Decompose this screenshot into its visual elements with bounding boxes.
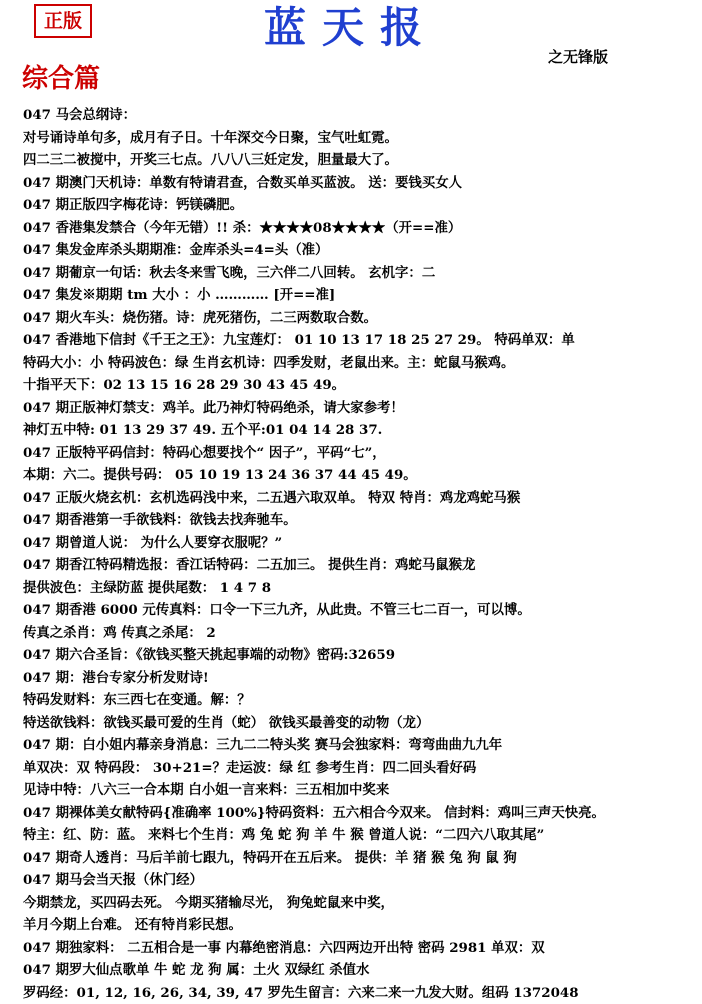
text-line: 对号诵诗单句多，成月有子日。十年深交今日聚，宝气吐虹霓。 bbox=[23, 127, 695, 150]
text-line: 047 期火车头：烧伤猪。诗：虎死猪伤，二三两数取合数。 bbox=[23, 307, 695, 330]
edition-subtitle: 之无锋版 bbox=[548, 46, 608, 67]
text-line: 特码大小：小 特码波色：绿 生肖玄机诗：四季发财，老鼠出来。主：蛇鼠马猴鸡。 bbox=[23, 352, 695, 375]
text-line: 本期：六二。提供号码： 05 10 19 13 24 36 37 44 45 49。 bbox=[23, 464, 695, 487]
text-line: 047 期罗大仙点歌单 牛 蛇 龙 狗 属：土火 双绿红 杀值水 bbox=[23, 959, 695, 982]
text-line: 羊月今期上台难。 还有特肖彩民想。 bbox=[23, 914, 695, 937]
text-line: 047 期裸体美女献特码{准确率 100%}特码资料：五六相合今双来。 信封料：鸡叫三声天快亮。 bbox=[23, 802, 695, 825]
text-line: 四二三二被搅中，开奖三七点。八八八三妊定发，胆量最大了。 bbox=[23, 149, 695, 172]
text-line: 047 正版火烧玄机：玄机选码浅中来，二五遇六取双单。 特双 特肖：鸡龙鸡蛇马猴 bbox=[23, 487, 695, 510]
text-line: 047 期正版四字梅花诗：钙镁磷肥。 bbox=[23, 194, 695, 217]
text-line: 047 马会总纲诗： bbox=[23, 104, 695, 127]
text-line: 047 期独家料： 二五相合是一事 内幕绝密消息：六四两边开出特 密码 2981 单双：双 bbox=[23, 937, 695, 960]
text-line: 047 集发※期期 tm 大小 ：小 ………… [开==准] bbox=[23, 284, 695, 307]
text-line: 047 期奇人透肖：马后羊前七跟九，特码开在五后来。 提供：羊 猪 猴 兔 狗 鼠 狗 bbox=[23, 847, 695, 870]
text-line: 047 集发金库杀头期期准：金库杀头=4=头（准） bbox=[23, 239, 695, 262]
text-line: 047 香港集发禁合（今年无错）!! 杀：★★★★08★★★★（开==准） bbox=[23, 217, 695, 240]
text-line: 传真之杀肖：鸡 传真之杀尾： 2 bbox=[23, 622, 695, 645]
text-line: 特码发财料：东三西七在变通。解：？ bbox=[23, 689, 695, 712]
article-body bbox=[23, 104, 695, 1004]
text-line: 047 期香江特码精选报：香江话特码：二五加三。 提供生肖：鸡蛇马鼠猴龙 bbox=[23, 554, 695, 577]
text-line: 047 期葡京一句话：秋去冬来雪飞晚，三六伴二八回转。 玄机字：二 bbox=[23, 262, 695, 285]
text-line: 十指平天下：02 13 15 16 28 29 30 43 45 49。 bbox=[23, 374, 695, 397]
text-line: 047 期香港 6000 元传真料：口令一下三九齐，从此贵。不管三七二百一，可以博。 bbox=[23, 599, 695, 622]
text-line: 047 期正版神灯禁支：鸡羊。此乃神灯特码绝杀，请大家参考！ bbox=[23, 397, 695, 420]
text-line: 047 期：港台专家分析发财诗! bbox=[23, 667, 695, 690]
text-line: 见诗中特：八六三一合本期 白小姐一言来料：三五相加中奖来 bbox=[23, 779, 695, 802]
text-line: 罗码经：01, 12, 16, 26, 34, 39, 47 罗先生留言：六来二来一九发大财。组码 1372048 bbox=[23, 982, 695, 1004]
text-line: 单双决：双 特码段： 30+21=？走运波：绿 红 参考生肖：四二回头看好码 bbox=[23, 757, 695, 780]
text-line: 特主：红、防：蓝。 来料七个生肖：鸡 兔 蛇 狗 羊 牛 猴 曾道人说：“二四六八取其尾” bbox=[23, 824, 695, 847]
text-line: 047 期马会当天报（休门经） bbox=[23, 869, 695, 892]
text-line: 047 香港地下信封《千王之王》：九宝莲灯： 01 10 13 17 18 25 27 29。 特码单双：单 bbox=[23, 329, 695, 352]
text-line: 047 期六合圣旨：《欲钱买整天挑起事端的动物》密码:32659 bbox=[23, 644, 695, 667]
page-title: 蓝天报 bbox=[0, 0, 702, 56]
text-line: 特送欲钱料：欲钱买最可爱的生肖（蛇） 欲钱买最善变的动物（龙） bbox=[23, 712, 695, 735]
text-line: 提供波色：主绿防蓝 提供尾数： 1 4 7 8 bbox=[23, 577, 695, 600]
text-line: 今期禁龙，买四码去死。 今期买猪输尽光， 狗兔蛇鼠来中奖， bbox=[23, 892, 695, 915]
section-heading: 综合篇 bbox=[22, 58, 100, 95]
text-line: 047 正版特平码信封：特码心想要找个“ 因子”，平码“七”， bbox=[23, 442, 695, 465]
edition-badge: 正版 bbox=[34, 4, 92, 38]
text-line: 047 期澳门天机诗：单数有特请君查，合数买单买蓝波。 送：要钱买女人 bbox=[23, 172, 695, 195]
text-line: 047 期曾道人说： 为什么人要穿衣服呢？” bbox=[23, 532, 695, 555]
text-line: 神灯五中特: 01 13 29 37 49. 五个平:01 04 14 28 37. bbox=[23, 419, 695, 442]
text-line: 047 期：白小姐内幕亲身消息：三九二二特头奖 赛马会独家料：弯弯曲曲九九年 bbox=[23, 734, 695, 757]
text-line: 047 期香港第一手欲钱料：欲钱去找奔驰车。 bbox=[23, 509, 695, 532]
